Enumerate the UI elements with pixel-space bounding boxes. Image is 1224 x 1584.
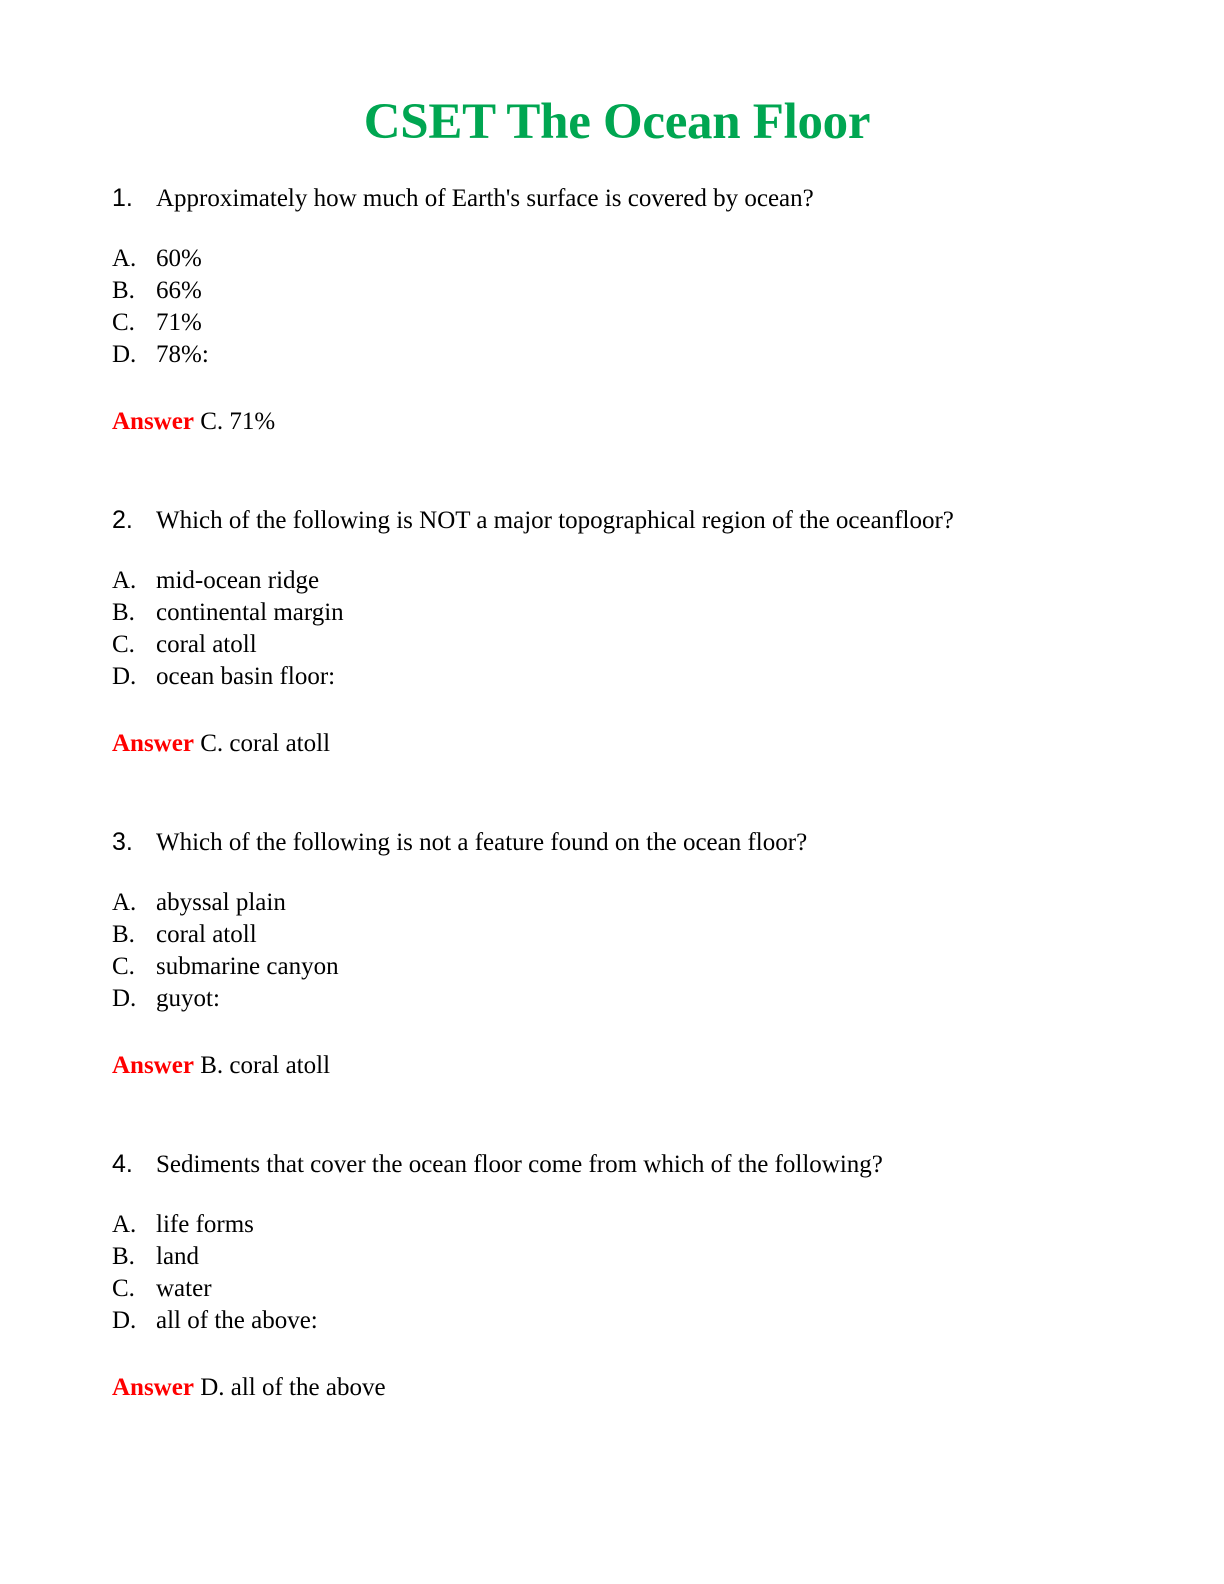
answer-label: Answer — [112, 1052, 194, 1079]
question-line — [112, 1146, 883, 1182]
option-text: water — [156, 1275, 212, 1302]
option-c — [112, 307, 209, 339]
option-letter: D. — [112, 1307, 137, 1334]
option-letter: A. — [112, 567, 137, 594]
option-text: coral atoll — [156, 631, 257, 658]
options-list — [112, 887, 339, 1015]
option-text: 66% — [156, 277, 202, 304]
option-b — [112, 1241, 318, 1273]
option-text: guyot: — [156, 985, 220, 1012]
question-line — [112, 502, 954, 538]
question-text: Which of the following is NOT a major topographical region of the oceanfloor? — [156, 507, 954, 534]
option-letter: D. — [112, 341, 137, 368]
option-letter: B. — [112, 599, 135, 626]
question-line — [112, 180, 814, 216]
option-letter: C. — [112, 1275, 135, 1302]
option-text: land — [156, 1243, 200, 1270]
answer-line — [112, 726, 330, 762]
option-c — [112, 951, 339, 983]
option-letter: B. — [112, 1243, 135, 1270]
option-letter: C. — [112, 953, 135, 980]
option-b — [112, 275, 209, 307]
answer-label: Answer — [112, 1374, 194, 1401]
question-number: 3. — [112, 828, 133, 856]
answer-line — [112, 1370, 386, 1406]
question-text: Which of the following is not a feature found on the ocean floor? — [156, 829, 808, 856]
page-title: CSET The Ocean Floor — [363, 94, 871, 151]
option-text: life forms — [156, 1211, 254, 1238]
option-d — [112, 661, 344, 693]
option-text: abyssal plain — [156, 889, 286, 916]
option-letter: D. — [112, 985, 137, 1012]
question-text: Approximately how much of Earth's surface is covered by ocean? — [156, 185, 814, 212]
answer-line — [112, 404, 275, 440]
option-b — [112, 919, 339, 951]
option-d — [112, 983, 339, 1015]
option-letter: A. — [112, 889, 137, 916]
answer-text: D. all of the above — [200, 1374, 386, 1401]
option-letter: B. — [112, 921, 135, 948]
option-text: all of the above: — [156, 1307, 318, 1334]
option-text: ocean basin floor: — [156, 663, 336, 690]
answer-text: B. coral atoll — [200, 1052, 331, 1079]
option-text: coral atoll — [156, 921, 257, 948]
question-line — [112, 824, 807, 860]
option-letter: B. — [112, 277, 135, 304]
option-letter: C. — [112, 309, 135, 336]
option-b — [112, 597, 344, 629]
answer-text: C. 71% — [200, 408, 276, 435]
option-letter: A. — [112, 1211, 137, 1238]
option-a — [112, 887, 339, 919]
option-c — [112, 1273, 318, 1305]
answer-label: Answer — [112, 730, 194, 757]
option-d — [112, 339, 209, 371]
options-list — [112, 243, 209, 371]
option-letter: D. — [112, 663, 137, 690]
options-list — [112, 565, 344, 693]
option-text: 60% — [156, 245, 202, 272]
option-text: mid-ocean ridge — [156, 567, 320, 594]
answer-line — [112, 1048, 330, 1084]
question-number: 2. — [112, 506, 133, 534]
option-text: 71% — [156, 309, 202, 336]
question-number: 4. — [112, 1150, 133, 1178]
option-letter: C. — [112, 631, 135, 658]
option-d — [112, 1305, 318, 1337]
options-list — [112, 1209, 318, 1337]
answer-label: Answer — [112, 408, 194, 435]
answer-text: C. coral atoll — [200, 730, 331, 757]
option-a — [112, 1209, 318, 1241]
question-text: Sediments that cover the ocean floor come from which of the following? — [156, 1151, 883, 1178]
option-text: 78%: — [156, 341, 209, 368]
question-number: 1. — [112, 184, 133, 212]
option-letter: A. — [112, 245, 137, 272]
option-a — [112, 243, 209, 275]
option-a — [112, 565, 344, 597]
option-text: continental margin — [156, 599, 344, 626]
option-text: submarine canyon — [156, 953, 339, 980]
option-c — [112, 629, 344, 661]
